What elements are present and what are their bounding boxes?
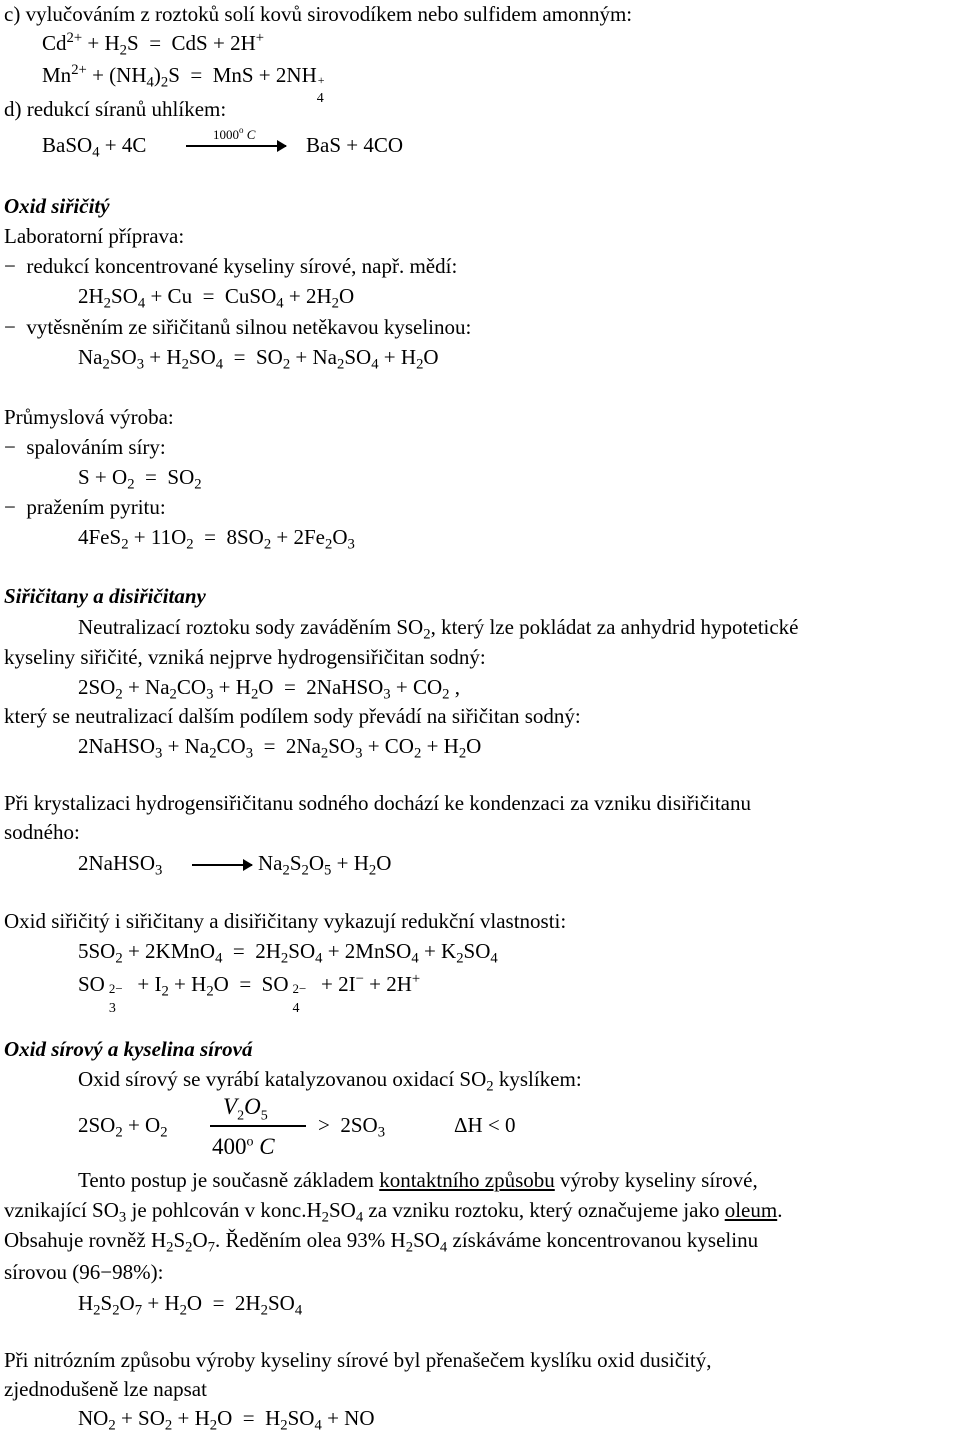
lab-item-2: − vytěsněním ze siřičitanů silnou netěkavou kyselinou: (4, 315, 472, 339)
equation-nitrous-process: $NO_2 + SO_2 + H_2O = H_2SO_4$ + NO (78, 1406, 375, 1434)
equation-nahso3-formation: $2SO_2 + Na_2CO_3 + H_2O$ = 2NaHSO$_3$ + $CO_2$ , (78, 675, 460, 703)
paragraph-neutralization-3: který se neutralizací dalším podílem sody převádí na siřičitan sodný: (4, 704, 581, 728)
equation-oleum-dilution: $H_2S_2O_7 + H_2O = 2H_2SO_4$ (78, 1291, 303, 1319)
reaction-condition-temperature: 1000$^o$ C (213, 125, 256, 142)
catalyst-temperature: 400$^o$ C (212, 1134, 275, 1159)
lab-preparation-label: Laboratorní příprava: (4, 224, 185, 248)
equation-cu-h2so4: $2H_2SO_4 + Cu$ = CuSO$_4$ + $2H_2O$ (78, 284, 355, 312)
paragraph-neutralization-2: kyseliny siřičité, vzniká nejprve hydrogensiřičitan sodný: (4, 645, 486, 669)
paragraph-nitrous-1: Při nitrózním způsobu výroby kyseliny sírové byl přenašečem kyslíku oxid dusičitý, (4, 1348, 712, 1372)
equation-kmno4-reduction: $5SO_2$ + 2KMnO$_4$ = $2H_2SO_4$ + 2MnSO$_4$ + $K_2SO_4$ (78, 939, 498, 967)
paragraph-nitrous-2: zjednodušeně lze napsat (4, 1377, 207, 1401)
paragraph-contact-2: vznikající $SO_3$ je pohlcován v $konc.H_2SO_4$ za vzniku roztoku, který označujeme jako oleum. (4, 1198, 783, 1226)
catalyst-condition-bar (210, 1125, 306, 1127)
heading-oxid-sirovy: Oxid sírový a kyselina sírová (4, 1037, 253, 1061)
section-d-intro: d) redukcí síranů uhlíkem: (4, 97, 227, 121)
industrial-production-label: Průmyslová výroba: (4, 405, 174, 429)
equation-baso4-reduction-right: BaS + 4CO (306, 133, 404, 157)
equation-pyrite-roasting: $4FeS_2 + 11O_2 = 8SO_2 + 2Fe_2O_3$ (78, 525, 355, 553)
paragraph-contact-1: Tento postup je současně základem kontaktního způsobu výroby kyseliny sírové, (78, 1168, 758, 1192)
lab-item-1: − redukcí koncentrované kyseliny sírové, např. mědí: (4, 254, 458, 278)
paragraph-neutralization-1: Neutralizací roztoku sody zaváděním $SO_2$, který lze pokládat za anhydrid hypotetické (78, 615, 799, 643)
equation-s-combustion: $S + O_2 = SO_2$ (78, 465, 202, 493)
catalyst-label: $V_2O_5$ (223, 1094, 268, 1124)
industrial-item-2: − pražením pyritu: (4, 495, 166, 519)
equation-iodine-reduction: SO 2− 3 + $I_2 + H_2O$ = SO 2− 4 + 2I− + 2H+ (78, 970, 421, 1016)
industrial-item-1: − spalováním síry: (4, 435, 166, 459)
heading-oxid-siricity: Oxid siřičitý (4, 194, 110, 218)
equation-disulfite-left: 2NaHSO$_3$ (78, 851, 163, 879)
equation-mns-precipitation: $Mn^{2+} + (NH_4)_2S$ = MnS + 2NH + 4 (42, 61, 325, 106)
reaction-arrow (192, 864, 252, 866)
paragraph-contact-3: Obsahuje rovněž $H_2S_2O_7$. Ředěním olea 93% $H_2SO_4$ získáváme koncentrovanou kyselinu (4, 1228, 759, 1256)
enthalpy-change: ΔH < 0 (454, 1113, 516, 1137)
equation-contact-left: $2SO_2 + O_2$ (78, 1113, 168, 1141)
equation-disulfite-right: $Na_2S_2O_5 + H_2O$ (258, 851, 392, 879)
paragraph-reducing-properties: Oxid siřičitý i siřičitany a disiřičitany vykazují redukční vlastnosti: (4, 909, 567, 933)
equation-baso4-reduction-left: BaSO$_4$ + 4C (42, 133, 147, 161)
paragraph-crystallization-1: Při krystalizaci hydrogensiřičitanu sodného dochází ke kondenzaci za vzniku disiřičitanu (4, 791, 752, 815)
section-c-intro: c) vylučováním z roztoků solí kovů sirovodíkem nebo sulfidem amonným: (4, 2, 633, 26)
paragraph-contact-4: sírovou (96−98%): (4, 1260, 164, 1284)
paragraph-crystallization-2: sodného: (4, 820, 80, 844)
equation-na2so3-h2so4: $Na_2SO_3 + H_2SO_4 = SO_2 + Na_2SO_4 + H_2O$ (78, 345, 439, 373)
equation-cd-precipitation: $Cd^{2+} + H_2S$ = CdS + 2H+ (42, 29, 265, 59)
heading-siricitany: Siřičitany a disiřičitany (4, 584, 206, 608)
paragraph-so3-production: Oxid sírový se vyrábí katalyzovanou oxidací $SO_2$ kyslíkem: (78, 1067, 582, 1095)
reaction-arrow (186, 145, 286, 147)
equation-contact-right: > $2SO_3$ (318, 1113, 386, 1141)
equation-na2so3-formation: 2NaHSO$_3$ + $Na_2CO_3 = 2Na_2SO_3 + CO_2 + H_2O$ (78, 734, 482, 762)
